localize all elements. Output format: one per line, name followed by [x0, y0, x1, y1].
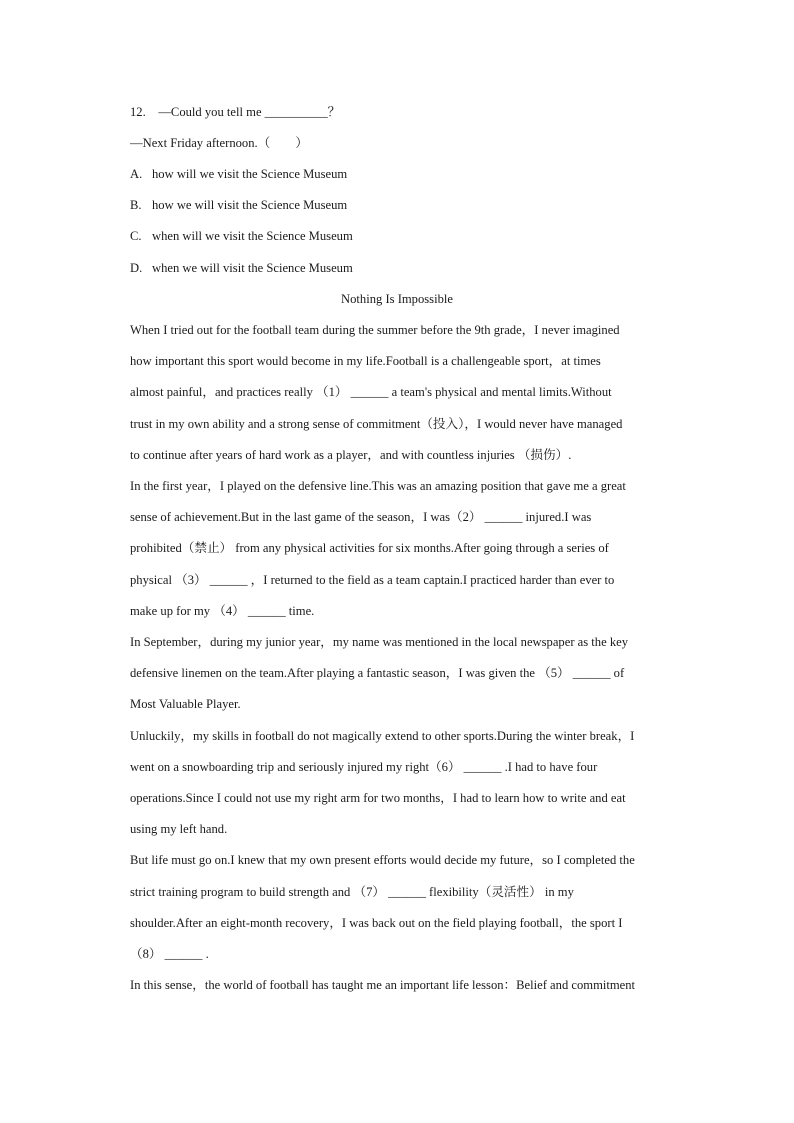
passage-line: When I tried out for the football team during the summer before the 9th grade，I never imagined	[130, 323, 620, 337]
passage-line: （8） ______ .	[130, 947, 209, 961]
option-letter: C.	[130, 229, 142, 243]
passage-line: sense of achievement.But in the last game of the season，I was（2） ______ injured.I was	[130, 510, 592, 524]
passage-line: Most Valuable Player.	[130, 697, 241, 711]
passage-line: trust in my own ability and a strong sense of commitment（投入），I would never have managed	[130, 417, 623, 431]
passage-line: using my left hand.	[130, 822, 228, 836]
option-text: when will we visit the Science Museum	[152, 229, 353, 243]
passage-line: make up for my （4） ______ time.	[130, 604, 315, 618]
passage-line: In this sense，the world of football has taught me an important life lesson：Belief and commitment	[130, 978, 636, 992]
option-b	[130, 195, 347, 215]
option-text: when we will visit the Science Museum	[152, 261, 353, 275]
option-letter: A.	[130, 167, 143, 181]
option-a	[130, 164, 347, 184]
option-text: how we will visit the Science Museum	[152, 198, 348, 212]
passage-line: almost painful，and practices really （1） ______ a team's physical and mental limits.Without	[130, 385, 612, 399]
passage-line: operations.Since I could not use my right arm for two months，I had to learn how to write and eat	[130, 791, 626, 805]
option-c	[130, 226, 353, 246]
passage-line: how important this sport would become in my life.Football is a challengeable sport，at times	[130, 354, 601, 368]
passage-line: physical （3） ______ ，I returned to the field as a team captain.I practiced harder than ever to	[130, 573, 615, 587]
passage-title: Nothing Is Impossible	[341, 292, 453, 306]
option-letter: D.	[130, 261, 143, 275]
option-letter: B.	[130, 198, 142, 212]
passage-line: In September，during my junior year，my name was mentioned in the local newspaper as the key	[130, 635, 629, 649]
question-stem: 12. —Could you tell me __________？	[130, 105, 341, 119]
passage-line: defensive linemen on the team.After playing a fantastic season，I was given the （5） ______ of	[130, 666, 625, 680]
passage-line: Unluckily，my skills in football do not magically extend to other sports.During the winter break，I	[130, 729, 635, 743]
option-d	[130, 258, 353, 278]
passage-line: went on a snowboarding trip and seriously injured my right（6） ______ .I had to have four	[130, 760, 598, 774]
passage-line: strict training program to build strength and （7） ______ flexibility（灵活性） in my	[130, 885, 574, 899]
passage-line: But life must go on.I knew that my own present efforts would decide my future，so I completed the	[130, 853, 635, 867]
passage-line: to continue after years of hard work as a player，and with countless injuries （损伤）.	[130, 448, 572, 462]
passage-line: shoulder.After an eight-month recovery，I was back out on the field playing football，the sport I	[130, 916, 623, 930]
option-text: how will we visit the Science Museum	[152, 167, 348, 181]
passage-line: In the first year，I played on the defensive line.This was an amazing position that gave me a great	[130, 479, 626, 493]
passage-line: prohibited（禁止） from any physical activities for six months.After going through a series of	[130, 541, 609, 555]
question-answer-line: —Next Friday afternoon.（ ）	[130, 136, 309, 150]
